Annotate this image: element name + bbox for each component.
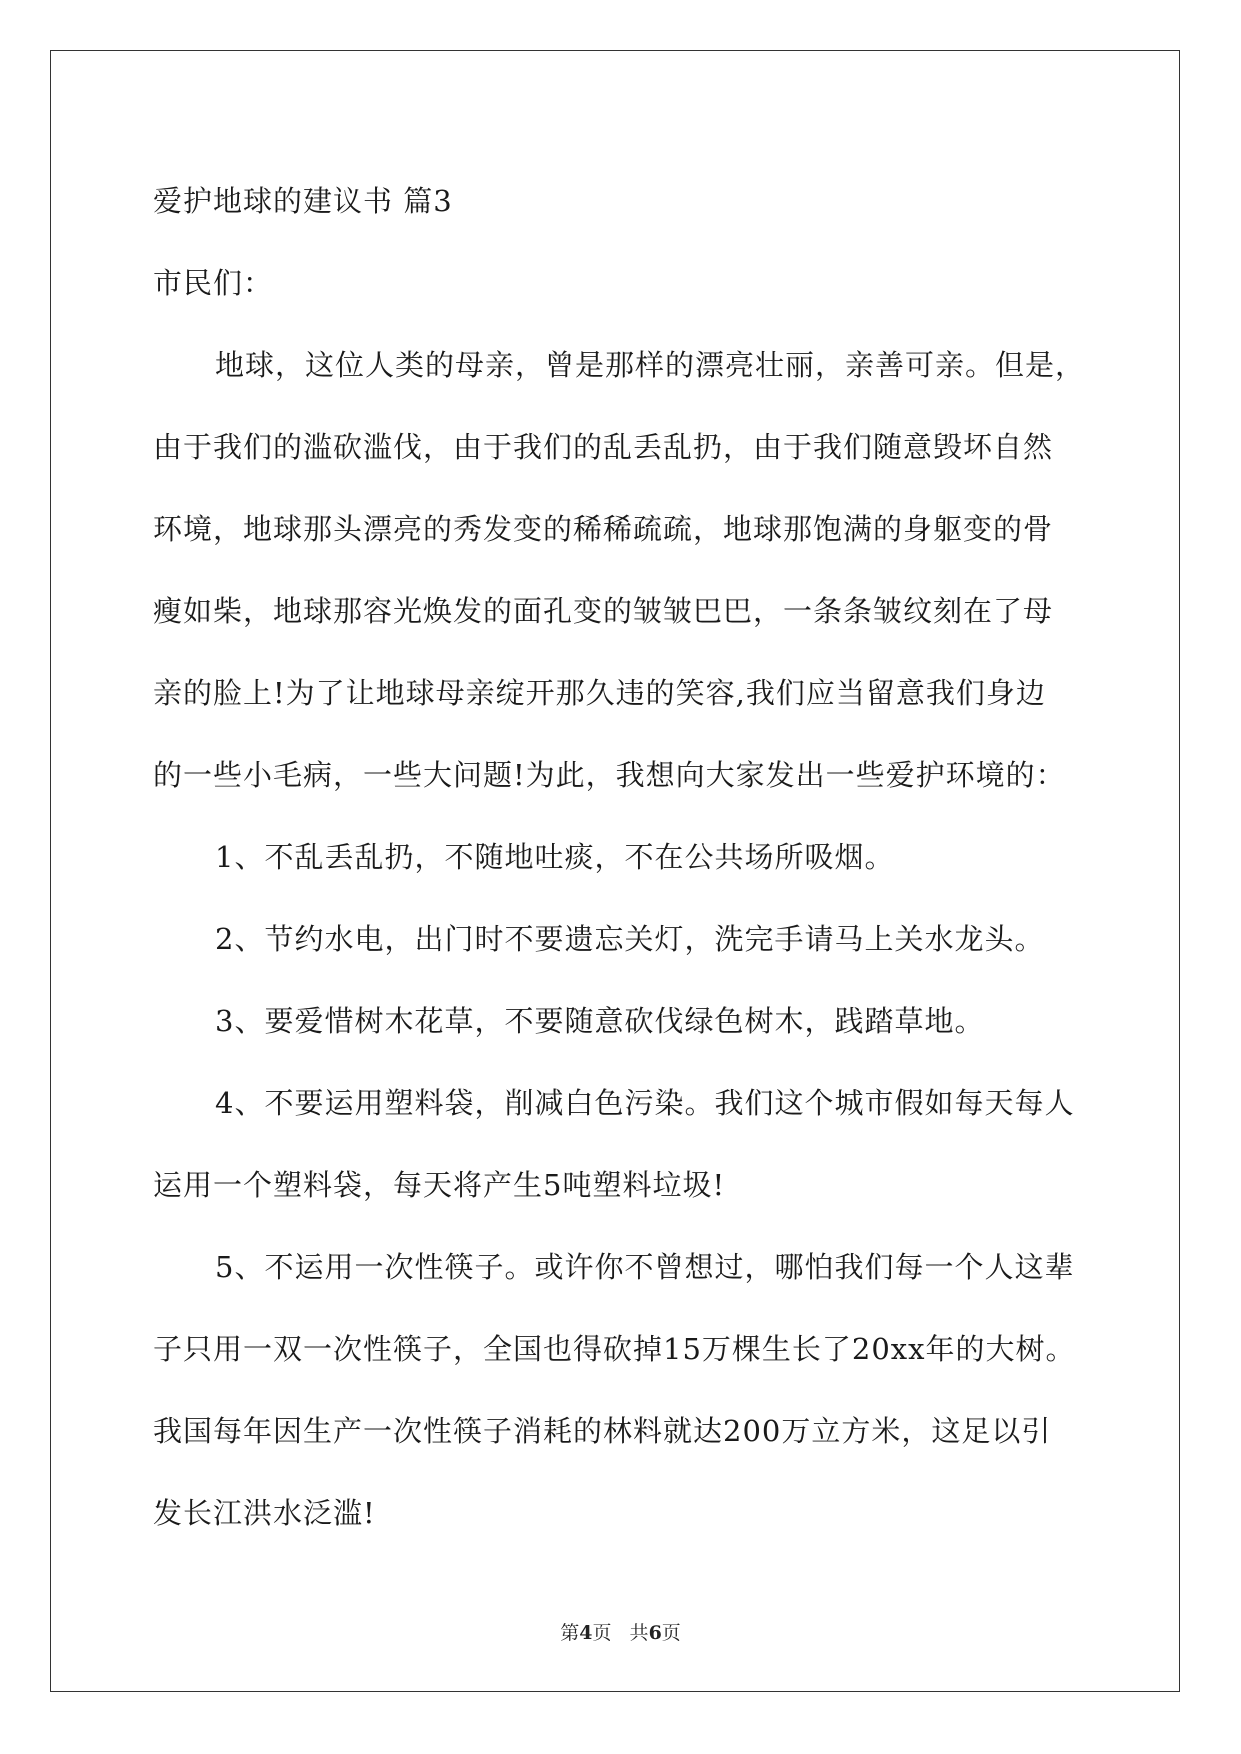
suggestion-item-2: 2、节约水电，出门时不要遗忘关灯，洗完手请马上关水龙头。 — [215, 922, 1045, 956]
suggestion-item-4 — [153, 1062, 1093, 1226]
suggestion-item-1: 1、不乱丢乱扔，不随地吐痰，不在公共场所吸烟。 — [215, 840, 895, 874]
page-footer — [0, 1618, 1241, 1645]
suggestion-item-3: 3、要爱惜树木花草，不要随意砍伐绿色树木，践踏草地。 — [215, 1004, 985, 1038]
document-body — [153, 160, 1093, 1554]
paragraph-line: 环境，地球那头漂亮的秀发变的稀稀疏疏，地球那饱满的身躯变的骨 — [153, 512, 1054, 546]
greeting: 市民们： — [153, 266, 274, 300]
paragraph-line: 5、不运用一次性筷子。或许你不曾想过，哪怕我们每一个人这辈 — [215, 1250, 1075, 1284]
total-page-number: 6 — [648, 1622, 662, 1644]
paragraph-line: 子只用一双一次性筷子，全国也得砍掉15万棵生长了20xx年的大树。 — [153, 1332, 1076, 1366]
document-title: 爱护地球的建议书 篇3 — [153, 184, 453, 218]
paragraph-line: 由于我们的滥砍滥伐，由于我们的乱丢乱扔，由于我们随意毁坏自然 — [153, 430, 1054, 464]
paragraph-line: 的一些小毛病，一些大问题!为此，我想向大家发出一些爱护环境的： — [153, 758, 1066, 792]
paragraph-line: 4、不要运用塑料袋，削减白色污染。我们这个城市假如每天每人 — [215, 1086, 1075, 1120]
paragraph-line: 运用一个塑料袋，每天将产生5吨塑料垃圾! — [153, 1168, 726, 1202]
footer-prefix: 第 — [560, 1622, 580, 1644]
paragraph-line: 地球，这位人类的母亲，曾是那样的漂亮壮丽，亲善可亲。但是， — [215, 348, 1086, 382]
paragraph-line: 我国每年因生产一次性筷子消耗的林料就达200万立方米，这足以引 — [153, 1414, 1052, 1448]
paragraph-line: 发长江洪水泛滥! — [153, 1496, 376, 1530]
paragraph-line: 亲的脸上!为了让地球母亲绽开那久违的笑容,我们应当留意我们身边 — [153, 676, 1046, 710]
footer-suffix: 页 — [661, 1622, 681, 1644]
paragraph-line: 瘦如柴，地球那容光焕发的面孔变的皱皱巴巴，一条条皱纹刻在了母 — [153, 594, 1054, 628]
paragraph-intro — [153, 324, 1093, 816]
suggestion-item-5 — [153, 1226, 1093, 1554]
current-page-number: 4 — [579, 1622, 593, 1644]
footer-mid: 页 共 — [592, 1622, 649, 1644]
